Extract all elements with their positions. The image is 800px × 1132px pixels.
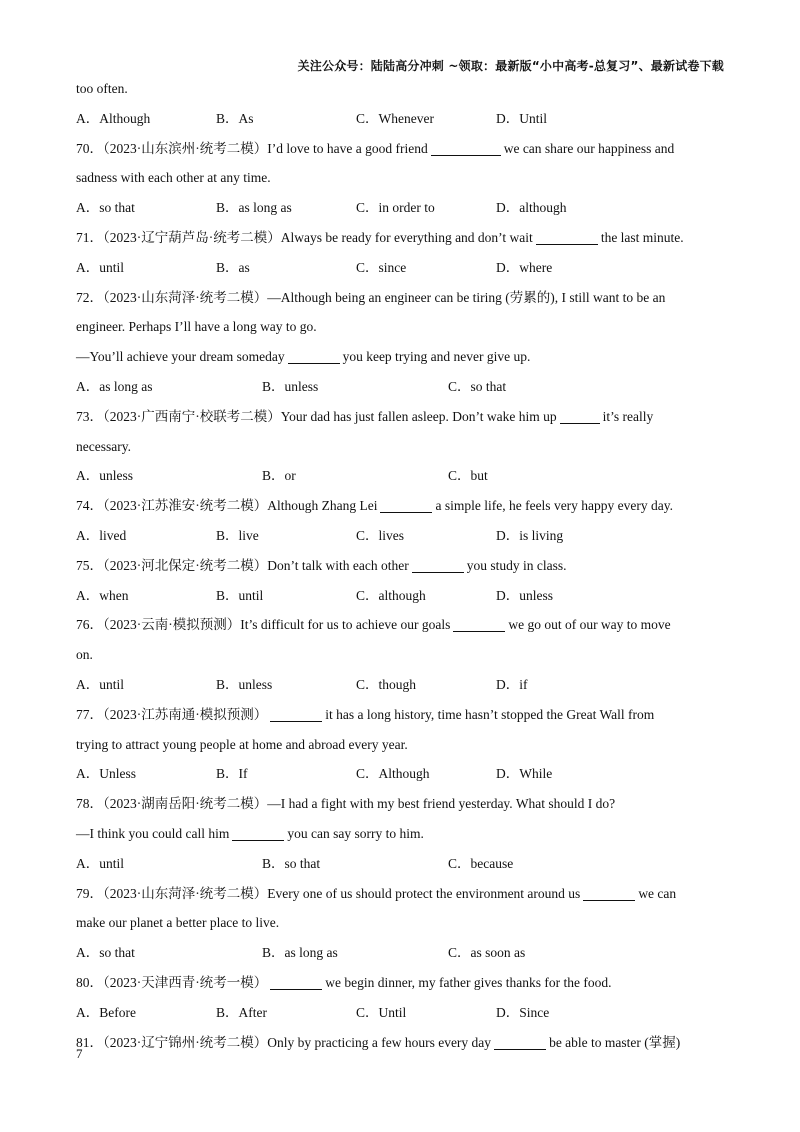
question-text: Your dad has just fallen asleep. Don’t wake him up xyxy=(280,408,557,424)
option: B．until xyxy=(216,587,264,603)
question-text: —Although being an engineer can be tiring (劳累的), I still want to be an xyxy=(267,289,666,305)
option: A．until xyxy=(76,676,125,692)
question-source: （2023·江苏淮安·统考二模） xyxy=(103,498,268,514)
answer-blank xyxy=(412,558,464,573)
question-text: you can say sorry to him. xyxy=(287,825,424,841)
answer-blank xyxy=(583,886,635,901)
options-row xyxy=(76,461,724,491)
answer-blank xyxy=(270,975,322,990)
option: A．as long as xyxy=(76,378,153,394)
option: D．is living xyxy=(496,527,564,543)
dialogue-line xyxy=(76,342,724,372)
question-number: 81． xyxy=(76,1034,103,1050)
question-number: 80． xyxy=(76,974,103,990)
option: B．unless xyxy=(216,676,273,692)
option: B．or xyxy=(262,468,296,484)
options-row xyxy=(76,521,724,551)
dialogue-line xyxy=(76,819,724,849)
option: C．Although xyxy=(356,766,430,782)
options-row xyxy=(76,670,724,700)
question-text: I’d love to have a good friend xyxy=(267,140,428,156)
option: B．As xyxy=(216,110,254,126)
question-72 xyxy=(76,283,724,313)
options-row xyxy=(76,849,724,879)
option: C．as soon as xyxy=(448,945,526,961)
question-continuation: trying to attract young people at home and abroad every year. xyxy=(76,736,408,752)
question-source: （2023·山东菏泽·统考二模） xyxy=(103,289,268,305)
question-number: 71． xyxy=(76,229,103,245)
question-78 xyxy=(76,789,724,819)
option: C．since xyxy=(356,259,407,275)
options-row xyxy=(76,581,724,611)
question-source: （2023·天津西青·统考一模） xyxy=(103,974,268,990)
option: A．until xyxy=(76,855,125,871)
question-text: a simple life, he feels very happy every day. xyxy=(435,498,674,514)
question-text: —You’ll achieve your dream someday xyxy=(76,349,285,365)
page-header: 关注公众号：陆陆高分冲刺 ~领取：最新版“小中高考-总复习”、最新试卷下载 xyxy=(297,59,724,73)
option: C．although xyxy=(356,587,426,603)
option: A．lived xyxy=(76,527,127,543)
option: D．although xyxy=(496,200,567,216)
option: C．lives xyxy=(356,527,405,543)
question-text: be able to master (掌握) xyxy=(549,1034,681,1050)
option: B．as xyxy=(216,259,250,275)
answer-blank xyxy=(431,141,501,156)
answer-blank xyxy=(232,826,284,841)
answer-blank xyxy=(494,1035,546,1050)
question-70 xyxy=(76,134,724,164)
answer-blank xyxy=(453,617,505,632)
answer-blank xyxy=(288,349,340,364)
question-number: 75． xyxy=(76,557,103,573)
question-source: （2023·山东滨州·统考二模） xyxy=(103,140,268,156)
option: D．Until xyxy=(496,110,548,126)
option: B．as long as xyxy=(216,200,292,216)
question-text: Every one of us should protect the environment around us xyxy=(267,885,581,901)
question-text: Only by practicing a few hours every day xyxy=(267,1034,492,1050)
question-source: （2023·辽宁锦州·统考二模） xyxy=(103,1034,268,1050)
question-71 xyxy=(76,223,724,253)
question-text: the last minute. xyxy=(600,229,684,245)
option: A．unless xyxy=(76,468,133,484)
options-row xyxy=(76,104,724,134)
question-text: it’s really xyxy=(602,408,654,424)
option: B．After xyxy=(216,1004,267,1020)
option: A．so that xyxy=(76,200,135,216)
question-text: we can xyxy=(638,885,677,901)
question-source: （2023·辽宁葫芦岛·统考二模） xyxy=(103,229,281,245)
option: D．where xyxy=(496,259,553,275)
question-75 xyxy=(76,551,724,581)
question-source: （2023·湖南岳阳·统考二模） xyxy=(103,796,268,812)
option: C．in order to xyxy=(356,200,435,216)
options-row xyxy=(76,938,724,968)
option: A．Before xyxy=(76,1004,136,1020)
question-number: 76． xyxy=(76,617,103,633)
question-text: It’s difficult for us to achieve our goals xyxy=(240,617,451,633)
page-number: 7 xyxy=(76,1046,83,1061)
option: C．Whenever xyxy=(356,110,434,126)
question-text: you study in class. xyxy=(466,557,567,573)
option: B．as long as xyxy=(262,945,338,961)
question-number: 73． xyxy=(76,408,103,424)
option: B．If xyxy=(216,766,248,782)
question-text: Always be ready for everything and don’t wait xyxy=(280,229,533,245)
answer-blank xyxy=(270,707,322,722)
question-77 xyxy=(76,700,724,730)
question-source: （2023·广西南宁·校联考二模） xyxy=(103,408,281,424)
question-text: we go out of our way to move xyxy=(508,617,671,633)
answer-blank xyxy=(380,498,432,513)
question-text: Although Zhang Lei xyxy=(267,498,378,514)
option: D．While xyxy=(496,766,553,782)
option: C．so that xyxy=(448,378,507,394)
option: A．Although xyxy=(76,110,151,126)
answer-blank xyxy=(560,409,600,424)
question-source: （2023·云南·模拟预测） xyxy=(103,617,241,633)
question-text: we can share our happiness and xyxy=(503,140,675,156)
option: C．but xyxy=(448,468,488,484)
option: D．if xyxy=(496,676,528,692)
question-source: （2023·河北保定·统考二模） xyxy=(103,557,268,573)
option: A．until xyxy=(76,259,125,275)
question-73 xyxy=(76,402,724,432)
options-row xyxy=(76,253,724,283)
question-80 xyxy=(76,968,724,998)
question-number: 72． xyxy=(76,289,103,305)
option: A．Unless xyxy=(76,766,136,782)
options-row xyxy=(76,759,724,789)
question-continuation: make our planet a better place to live. xyxy=(76,915,280,931)
option: B．live xyxy=(216,527,259,543)
answer-blank xyxy=(536,230,598,245)
question-text: —I think you could call him xyxy=(76,825,230,841)
question-79 xyxy=(76,879,724,909)
option: C．because xyxy=(448,855,514,871)
options-row xyxy=(76,372,724,402)
options-row xyxy=(76,193,724,223)
question-source: （2023·江苏南通·模拟预测） xyxy=(103,706,268,722)
option: B．unless xyxy=(262,378,319,394)
option: D．Since xyxy=(496,1004,550,1020)
question-81 xyxy=(76,1028,724,1058)
question-continuation: on. xyxy=(76,647,93,663)
question-number: 79． xyxy=(76,885,103,901)
question-text: we begin dinner, my father gives thanks for the food. xyxy=(325,974,612,990)
question-74 xyxy=(76,491,724,521)
question-text: Don’t talk with each other xyxy=(267,557,409,573)
question-text: —I had a fight with my best friend yesterday. What should I do? xyxy=(267,796,616,812)
question-source: （2023·山东菏泽·统考二模） xyxy=(103,885,268,901)
option: C．Until xyxy=(356,1004,407,1020)
question-continuation: sadness with each other at any time. xyxy=(76,170,271,186)
option: A．so that xyxy=(76,945,135,961)
question-continuation: engineer. Perhaps I’ll have a long way to go. xyxy=(76,319,317,335)
question-number: 77． xyxy=(76,706,103,722)
options-row xyxy=(76,998,724,1028)
option: A．when xyxy=(76,587,129,603)
option: C．though xyxy=(356,676,417,692)
question-number: 70． xyxy=(76,140,103,156)
question-number: 78． xyxy=(76,796,103,812)
question-list xyxy=(76,74,724,1057)
question-number: 74． xyxy=(76,498,103,514)
option: D．unless xyxy=(496,587,553,603)
option: B．so that xyxy=(262,855,321,871)
question-text: it has a long history, time hasn’t stopped the Great Wall from xyxy=(325,706,655,722)
carry-line: too often. xyxy=(76,81,128,96)
question-text: you keep trying and never give up. xyxy=(342,349,531,365)
question-continuation: necessary. xyxy=(76,438,131,454)
question-76 xyxy=(76,610,724,640)
